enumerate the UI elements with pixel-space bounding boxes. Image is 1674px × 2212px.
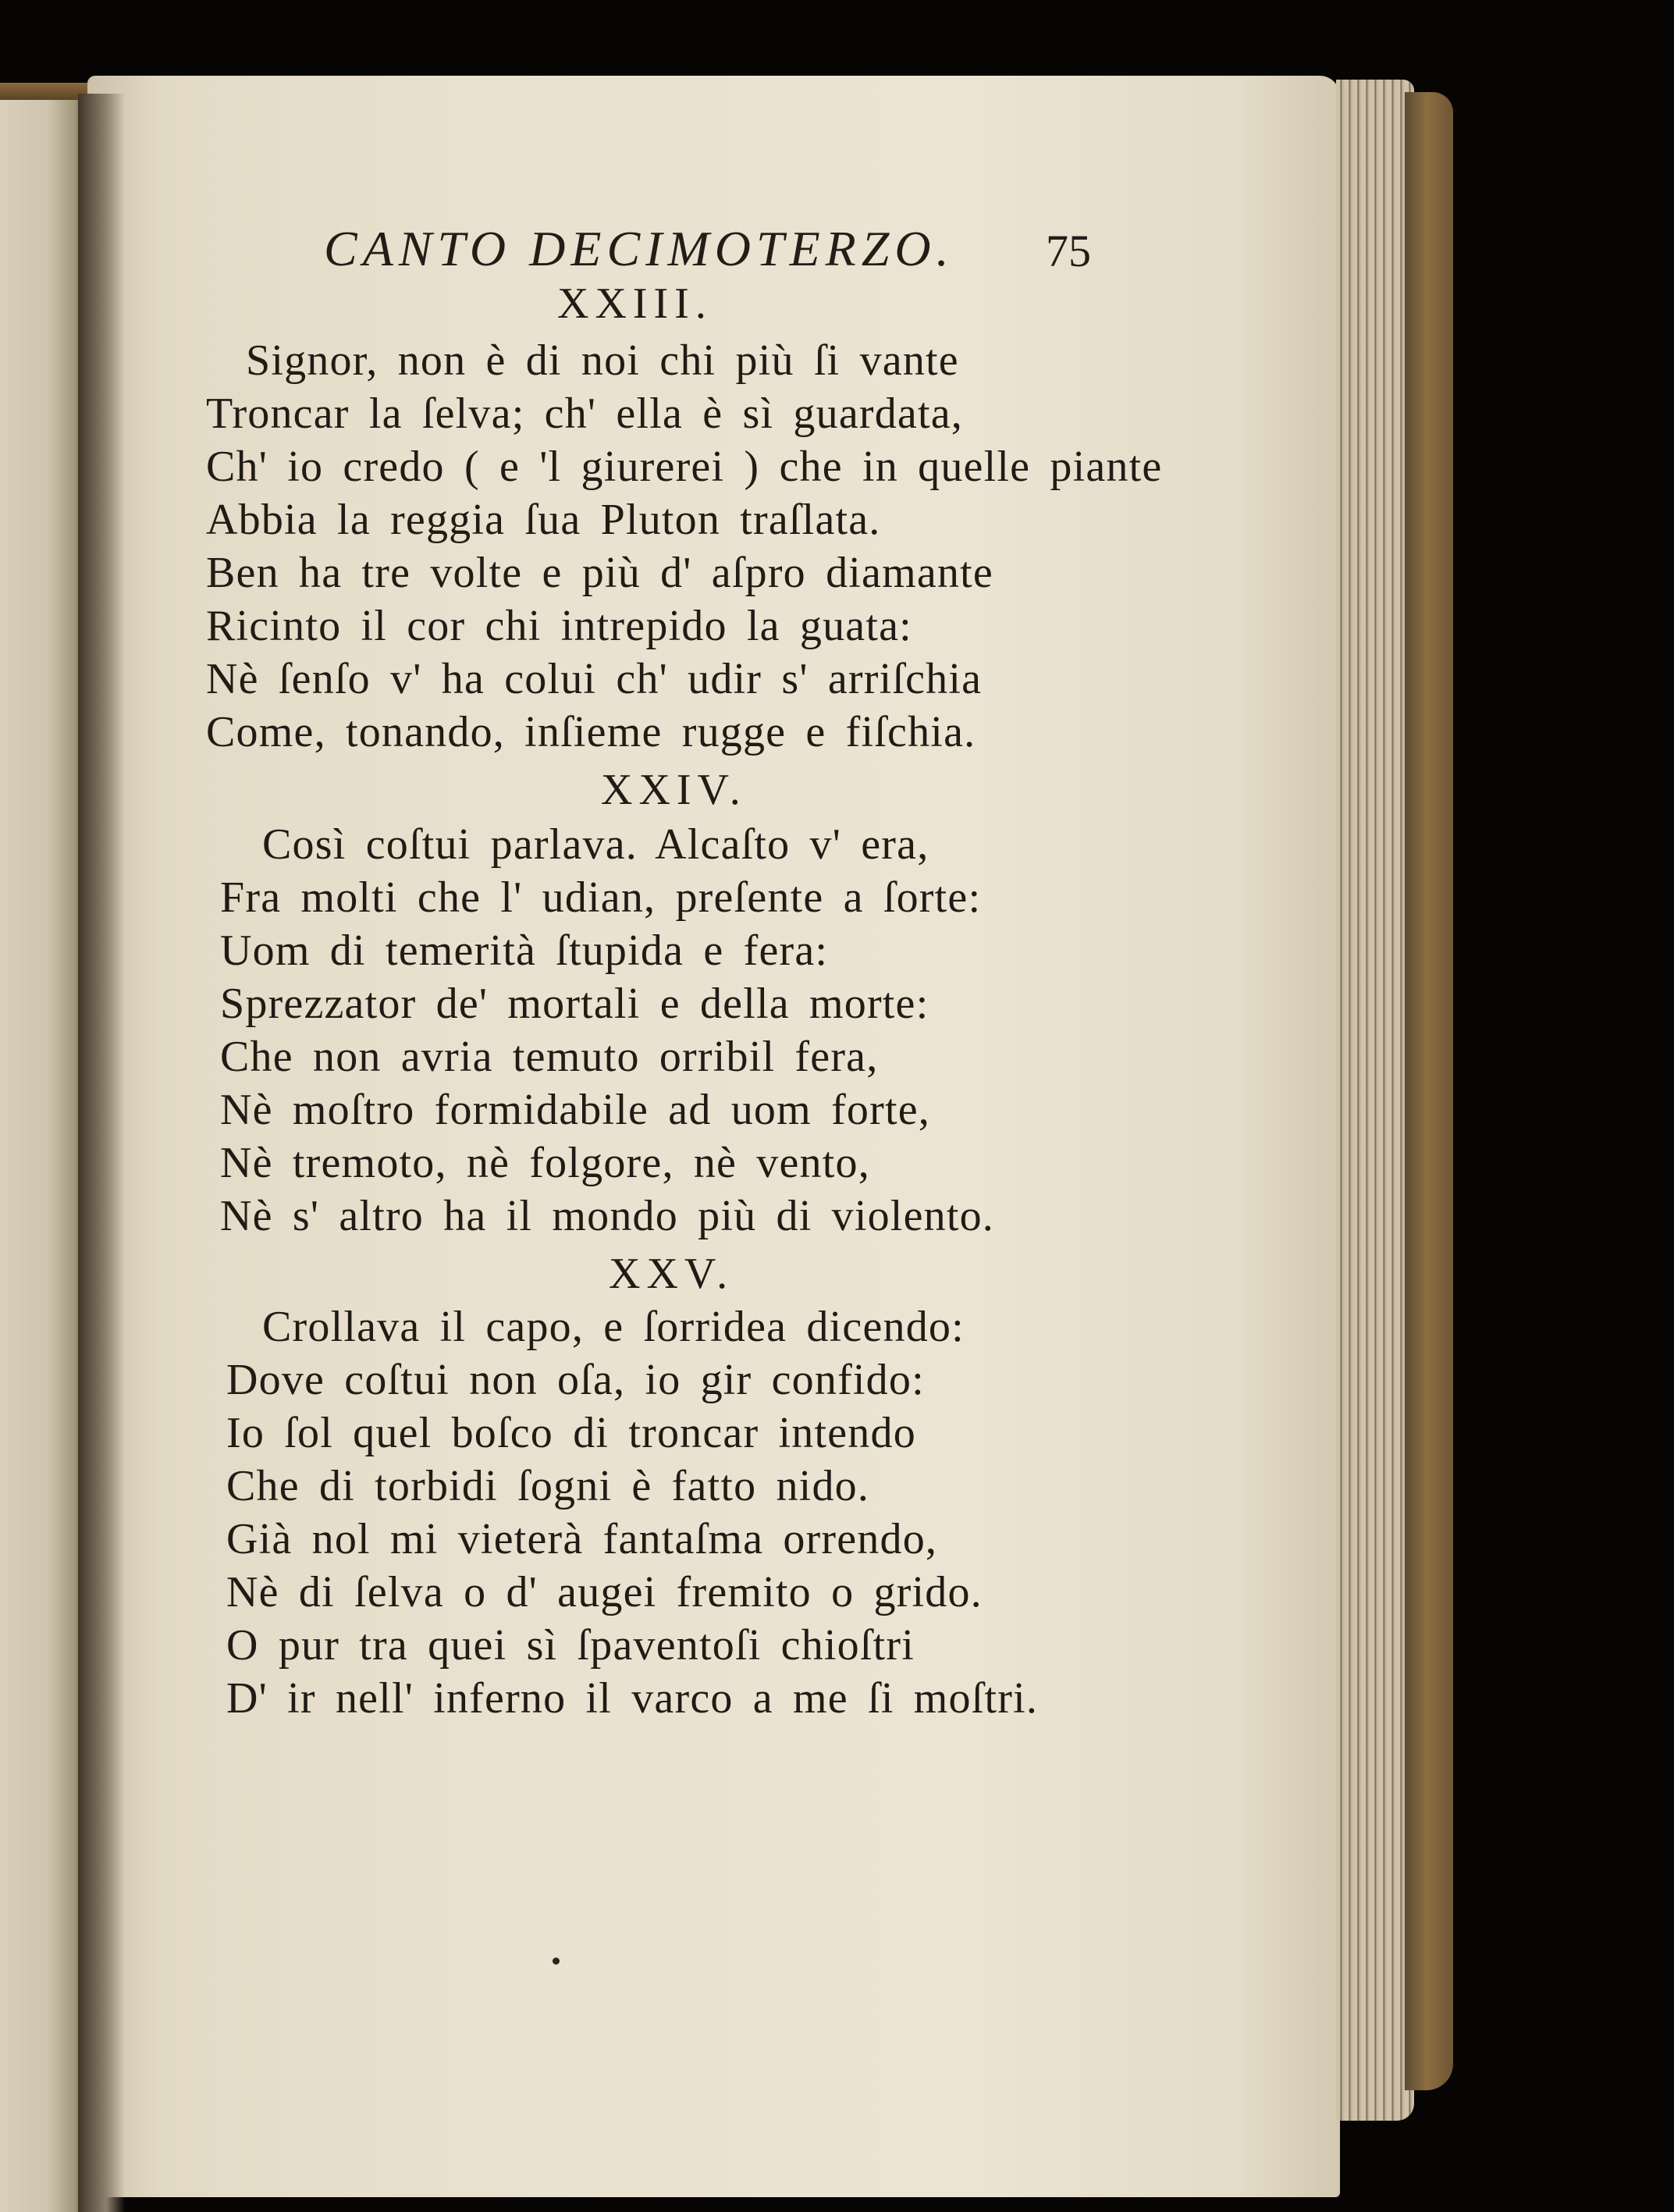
verse-line: Così coſtui parlava. Alcaſto v' era,: [262, 820, 929, 869]
verse-line: Nè ſenſo v' ha colui ch' udir s' arriſchia: [206, 655, 983, 703]
verse-line: Uom di temerità ſtupida e fera:: [220, 926, 829, 975]
verse-line: Già nol mi vieterà fantaſma orrendo,: [226, 1515, 938, 1563]
verse-line: Fra molti che l' udian, preſente a ſorte:: [220, 873, 982, 922]
stanza-number: XXIII.: [557, 279, 713, 328]
verse-line: Troncar la ſelva; ch' ella è sì guardata,: [206, 389, 964, 438]
stanza-number: XXV.: [609, 1250, 734, 1298]
verse-line: Nè moſtro formidabile ad uom forte,: [220, 1086, 930, 1134]
stanza-number: XXIV.: [601, 766, 747, 814]
verse-line: Nè s' altro ha il mondo più di violento.: [220, 1192, 994, 1240]
verse-line: Ricinto il cor chi intrepido la guata:: [206, 602, 912, 650]
verse-line: Dove coſtui non oſa, io gir confido:: [226, 1356, 925, 1404]
verse-line: Nè tremoto, nè folgore, nè vento,: [220, 1139, 870, 1187]
verse-line: Crollava il capo, e ſorridea dicendo:: [262, 1303, 965, 1351]
page-number: 75: [1046, 226, 1091, 276]
verse-line: Che non avria temuto orribil fera,: [220, 1033, 879, 1081]
verse-line: Abbia la reggia ſua Pluton traſlata.: [206, 496, 881, 544]
verse-line: Nè di ſelva o d' augei fremito o grido.: [226, 1568, 983, 1616]
ink-speck: [553, 1958, 560, 1965]
verse-line: Come, tonando, inſieme rugge e fiſchia.: [206, 708, 976, 756]
verse-line: Signor, non è di noi chi più ſi vante: [246, 336, 959, 385]
verse-line: Io ſol quel boſco di troncar intendo: [226, 1409, 916, 1457]
verse-line: Ben ha tre volte e più d' aſpro diamante: [206, 549, 993, 597]
verse-line: Che di torbidi ſogni è fatto nido.: [226, 1462, 870, 1510]
verse-line: Ch' io credo ( e 'l giurerei ) che in quelle piante: [206, 443, 1163, 491]
verse-line: O pur tra quei sì ſpaventoſi chioſtri: [226, 1621, 915, 1670]
verse-line: D' ir nell' inferno il varco a me ſi moſtri.: [226, 1674, 1039, 1723]
running-head: CANTO DECIMOTERZO.: [324, 221, 954, 276]
verse-line: Sprezzator de' mortali e della morte:: [220, 980, 929, 1028]
